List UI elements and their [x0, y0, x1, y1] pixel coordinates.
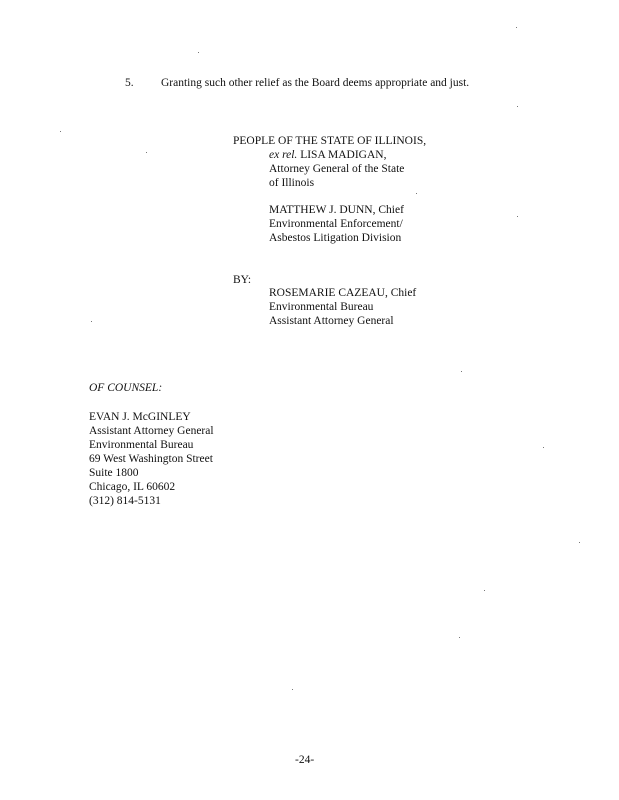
- cazeau-title-line: Environmental Bureau: [269, 301, 374, 313]
- of-counsel-heading: OF COUNSEL:: [89, 382, 163, 394]
- counsel-line: Assistant Attorney General: [89, 425, 214, 437]
- scan-speck: [146, 152, 147, 153]
- counsel-name: EVAN J. McGINLEY: [89, 411, 191, 423]
- ex-rel-name: LISA MADIGAN,: [297, 149, 387, 161]
- relief-text: Granting such other relief as the Board deems appropriate and just.: [161, 77, 470, 89]
- scan-speck: [579, 542, 580, 543]
- scan-speck: [416, 193, 417, 194]
- scan-speck: [517, 216, 518, 217]
- page-number: -24-: [295, 754, 315, 766]
- counsel-phone: (312) 814-5131: [89, 495, 161, 507]
- scan-speck: [461, 371, 462, 372]
- cazeau-title-line: Assistant Attorney General: [269, 315, 394, 327]
- ex-rel-line: [269, 148, 386, 162]
- scan-speck: [60, 131, 61, 132]
- ex-rel-prefix: ex rel.: [269, 149, 298, 161]
- scan-speck: [517, 106, 518, 107]
- dunn-title-line: Environmental Enforcement/: [269, 218, 403, 230]
- ag-title-line: Attorney General of the State: [269, 163, 405, 175]
- counsel-line: Suite 1800: [89, 467, 139, 479]
- dunn-name: MATTHEW J. DUNN, Chief: [269, 204, 404, 216]
- scan-speck: [484, 590, 485, 591]
- scan-speck: [516, 27, 517, 28]
- cazeau-name: ROSEMARIE CAZEAU, Chief: [269, 287, 417, 299]
- dunn-title-line: Asbestos Litigation Division: [269, 232, 402, 244]
- relief-number: 5.: [125, 77, 134, 89]
- scan-speck: [292, 689, 293, 690]
- scan-speck: [459, 637, 460, 638]
- party-name: PEOPLE OF THE STATE OF ILLINOIS,: [233, 135, 427, 147]
- scan-speck: [198, 52, 199, 53]
- scan-speck: [543, 447, 544, 448]
- scan-speck: [91, 321, 92, 322]
- counsel-line: Chicago, IL 60602: [89, 481, 176, 493]
- counsel-line: Environmental Bureau: [89, 439, 194, 451]
- counsel-line: 69 West Washington Street: [89, 453, 213, 465]
- ag-title-line: of Illinois: [269, 177, 315, 189]
- by-label: BY:: [233, 274, 252, 286]
